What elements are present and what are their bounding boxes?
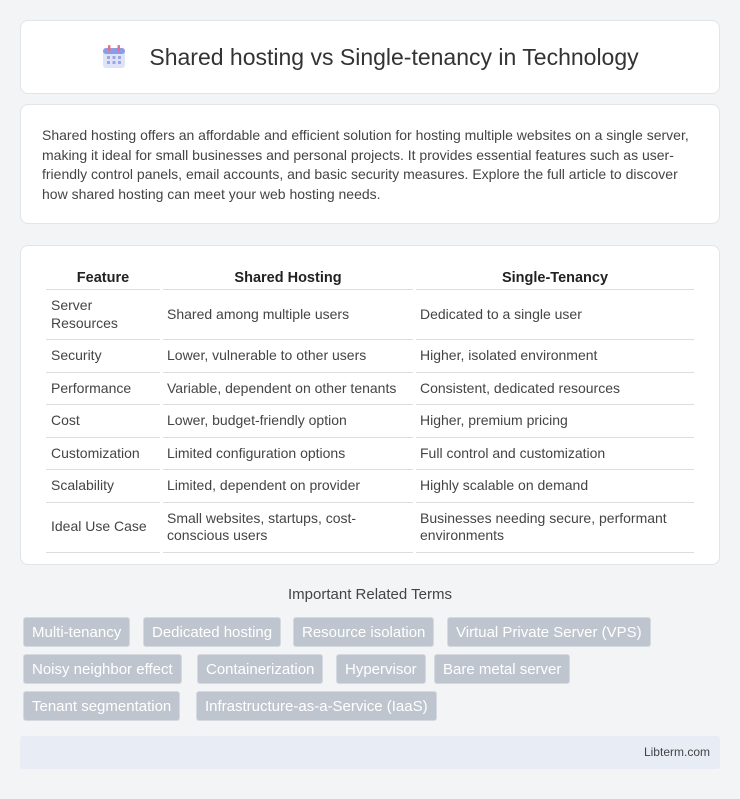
cell-single-tenancy: Consistent, dedicated resources [416, 373, 694, 406]
related-term-tag[interactable]: Tenant segmentation [23, 691, 180, 721]
cell-single-tenancy: Higher, premium pricing [416, 405, 694, 438]
table-header-row [46, 266, 694, 290]
related-term-tag[interactable]: Noisy neighbor effect [23, 654, 182, 684]
related-term-tag[interactable]: Resource isolation [293, 617, 434, 647]
cell-shared-hosting: Small websites, startups, cost-conscious users [163, 503, 413, 553]
header-single-tenancy: Single-Tenancy [416, 266, 694, 290]
cell-feature: Performance [46, 373, 160, 406]
related-term-tag[interactable]: Infrastructure-as-a-Service (IaaS) [196, 691, 437, 721]
cell-single-tenancy: Dedicated to a single user [416, 290, 694, 340]
related-term-tag[interactable]: Bare metal server [434, 654, 570, 684]
table-row [46, 438, 694, 471]
cell-shared-hosting: Limited configuration options [163, 438, 413, 471]
cell-shared-hosting: Lower, budget-friendly option [163, 405, 413, 438]
cell-single-tenancy: Full control and customization [416, 438, 694, 471]
page-title: Shared hosting vs Single-tenancy in Technology [149, 43, 639, 70]
table-row [46, 503, 694, 553]
cell-shared-hosting: Shared among multiple users [163, 290, 413, 340]
header-shared-hosting: Shared Hosting [163, 266, 413, 290]
table-row [46, 470, 694, 503]
header-feature: Feature [46, 266, 160, 290]
cell-single-tenancy: Highly scalable on demand [416, 470, 694, 503]
related-terms-title: Important Related Terms [288, 586, 452, 603]
cell-feature: Server Resources [46, 290, 160, 340]
cell-feature: Security [46, 340, 160, 373]
table-row [46, 340, 694, 373]
footer-brand[interactable]: Libterm.com [643, 745, 710, 759]
title-card [20, 20, 720, 94]
cell-feature: Customization [46, 438, 160, 471]
table-row [46, 290, 694, 340]
related-term-tag[interactable]: Multi-tenancy [23, 617, 130, 647]
cell-shared-hosting: Lower, vulnerable to other users [163, 340, 413, 373]
cell-feature: Scalability [46, 470, 160, 503]
comparison-card [20, 245, 720, 565]
related-term-tag[interactable]: Virtual Private Server (VPS) [447, 617, 651, 647]
table-row [46, 405, 694, 438]
related-term-tag[interactable]: Dedicated hosting [143, 617, 281, 647]
cell-feature: Cost [46, 405, 160, 438]
footer [20, 736, 720, 769]
cell-shared-hosting: Variable, dependent on other tenants [163, 373, 413, 406]
table-row [46, 373, 694, 406]
intro-text: Shared hosting offers an affordable and efficient solution for hosting multiple websites on a single server, making it ideal for small businesses and personal projects. It provides essential features such as user-friendly control panels, email accounts, and basic security measures. Explore the full article to discover how shared hosting can meet your web hosting needs. [42, 127, 689, 202]
calendar-icon [101, 44, 127, 70]
cell-single-tenancy: Businesses needing secure, performant environments [416, 503, 694, 553]
related-term-tag[interactable]: Hypervisor [336, 654, 426, 684]
cell-shared-hosting: Limited, dependent on provider [163, 470, 413, 503]
intro-card [20, 104, 720, 224]
comparison-table [43, 266, 697, 553]
related-term-tag[interactable]: Containerization [197, 654, 323, 684]
cell-feature: Ideal Use Case [46, 503, 160, 553]
cell-single-tenancy: Higher, isolated environment [416, 340, 694, 373]
